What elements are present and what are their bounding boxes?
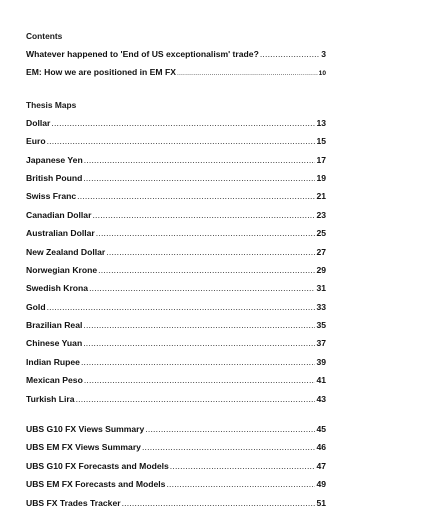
toc-entry-label: Swiss Franc <box>26 191 77 202</box>
toc-entry-page: 10 <box>318 70 326 78</box>
toc-entry-euro[interactable] <box>26 135 326 153</box>
toc-entry-page: 29 <box>316 264 326 275</box>
toc-entry-page: 49 <box>316 479 326 490</box>
dot-leader <box>89 282 315 294</box>
toc-entry-label: Canadian Dollar <box>26 209 92 220</box>
toc-entry-page: 45 <box>316 424 326 435</box>
dot-leader <box>51 117 315 129</box>
toc-entry-british-pound[interactable] <box>26 172 326 190</box>
toc-entry-swedish-krona[interactable] <box>26 282 326 300</box>
toc-entry-label: Norwegian Krone <box>26 264 98 275</box>
toc-entry-label: Whatever happened to 'End of US exceptionalism' trade? <box>26 49 259 59</box>
toc-entry-label: Gold <box>26 301 46 312</box>
dot-leader <box>47 135 316 147</box>
dot-leader <box>92 209 315 221</box>
toc-entry-japanese-yen[interactable] <box>26 154 326 172</box>
toc-entry-page: 33 <box>316 301 326 312</box>
toc-entry-mexican-peso[interactable] <box>26 374 326 392</box>
toc-entry-label: Euro <box>26 136 46 147</box>
dot-leader <box>170 460 316 472</box>
toc-entry-gold[interactable] <box>26 301 326 319</box>
dot-leader <box>83 337 315 349</box>
dot-leader <box>166 478 315 490</box>
toc-entry-em-forecasts-models[interactable] <box>26 478 326 496</box>
toc-entry-dollar[interactable] <box>26 117 326 135</box>
dot-leader <box>83 172 315 184</box>
toc-entry-g10-forecasts-models[interactable] <box>26 460 326 478</box>
section-spacer <box>26 411 446 423</box>
toc-entry-page: 39 <box>316 356 326 367</box>
toc-entry-label: Mexican Peso <box>26 375 83 386</box>
toc-entry-label: Swedish Krona <box>26 283 89 294</box>
dot-leader <box>260 48 320 60</box>
section-spacer <box>26 85 446 99</box>
toc-entry-page: 13 <box>316 117 326 128</box>
toc-entry-label: Chinese Yuan <box>26 338 83 349</box>
toc-entry-page: 46 <box>316 442 326 453</box>
toc-entry-label: Dollar <box>26 117 51 128</box>
dot-leader <box>47 301 316 313</box>
toc-entry-label: UBS FX Trades Tracker <box>26 497 121 508</box>
toc-entry-label: EM: How we are positioned in EM FX <box>26 67 176 78</box>
toc-entry-page: 37 <box>316 338 326 349</box>
toc-entry-label: New Zealand Dollar <box>26 246 106 257</box>
toc-entry-page: 43 <box>316 393 326 404</box>
toc-entry-swiss-franc[interactable] <box>26 190 326 208</box>
toc-entry-label: Indian Rupee <box>26 356 80 367</box>
dot-leader <box>77 190 315 202</box>
toc-entry-page: 27 <box>316 246 326 257</box>
toc-entry-indian-rupee[interactable] <box>26 356 326 374</box>
toc-entry-em-positioning[interactable] <box>26 66 326 84</box>
toc-entry-label: UBS EM FX Forecasts and Models <box>26 479 166 490</box>
toc-entry-canadian-dollar[interactable] <box>26 209 326 227</box>
dot-leader <box>142 441 315 453</box>
dot-leader <box>84 154 316 166</box>
dot-leader <box>177 68 318 80</box>
dot-leader <box>145 423 315 435</box>
toc-entry-page: 21 <box>316 191 326 202</box>
toc-entry-page: 41 <box>316 375 326 386</box>
toc-entry-page: 23 <box>316 209 326 220</box>
toc-entry-page: 15 <box>316 136 326 147</box>
toc-entry-page: 47 <box>316 460 326 471</box>
toc-entry-page: 51 <box>316 497 326 508</box>
toc-entry-label: Japanese Yen <box>26 154 83 165</box>
dot-leader <box>106 246 315 258</box>
toc-entry-brazilian-real[interactable] <box>26 319 326 337</box>
toc-entry-chinese-yuan[interactable] <box>26 337 326 355</box>
toc-entry-label: Turkish Lira <box>26 393 75 404</box>
toc-entry-new-zealand-dollar[interactable] <box>26 246 326 264</box>
toc-entry-g10-views-summary[interactable] <box>26 423 326 441</box>
dot-leader <box>84 374 316 386</box>
toc-entry-page: 17 <box>316 154 326 165</box>
toc-entry-label: UBS G10 FX Forecasts and Models <box>26 460 169 471</box>
toc-entry-label: Australian Dollar <box>26 228 95 239</box>
dot-leader <box>83 319 315 331</box>
toc-entry-page: 19 <box>316 172 326 183</box>
toc-entry-norwegian-krone[interactable] <box>26 264 326 282</box>
toc-entry-page: 25 <box>316 228 326 239</box>
toc-entry-us-exceptionalism[interactable] <box>26 48 326 66</box>
toc-entry-label: British Pound <box>26 172 83 183</box>
dot-leader <box>76 393 316 405</box>
toc-entry-turkish-lira[interactable] <box>26 393 326 411</box>
dot-leader <box>96 227 316 239</box>
contents-heading: Contents <box>26 31 63 41</box>
thesis-maps-heading: Thesis Maps <box>26 99 77 110</box>
toc-entry-page: 3 <box>321 49 326 59</box>
toc-entry-fx-trades-tracker[interactable] <box>26 497 326 515</box>
toc-entry-label: Brazilian Real <box>26 320 83 331</box>
dot-leader <box>98 264 315 276</box>
toc-entry-em-views-summary[interactable] <box>26 441 326 459</box>
toc-entry-australian-dollar[interactable] <box>26 227 326 245</box>
toc-entry-page: 35 <box>316 320 326 331</box>
toc-entry-label: UBS G10 FX Views Summary <box>26 424 145 435</box>
dot-leader <box>81 356 315 368</box>
toc-entry-label: UBS EM FX Views Summary <box>26 442 141 453</box>
toc-entry-page: 31 <box>316 283 326 294</box>
